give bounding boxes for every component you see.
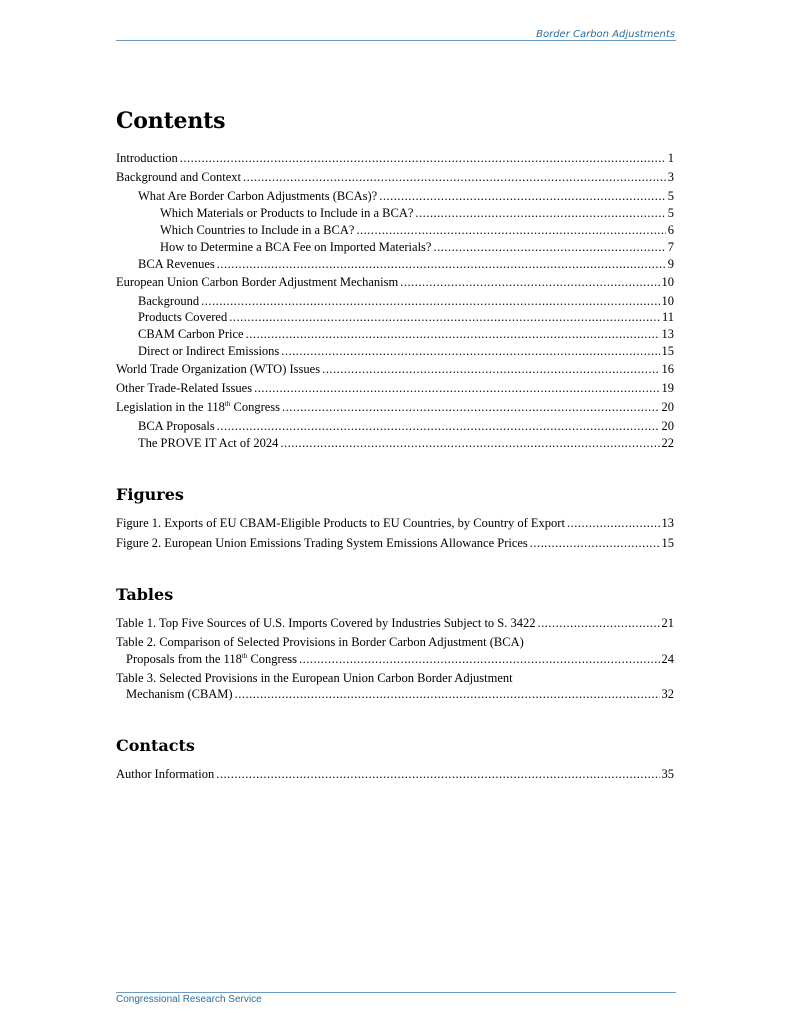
toc-entry-page: 20 [661,419,674,433]
toc-entry-page: 10 [661,275,674,289]
toc-entry-label: Background and Context [116,170,241,184]
toc-entry-label: European Union Carbon Border Adjustment Mechanism [116,275,399,289]
dot-leader [280,435,659,451]
dot-leader [538,615,660,631]
toc-entry-what-are-bcas[interactable] [138,188,674,204]
toc-entry-bca-proposals[interactable] [138,418,674,434]
toc-entry-page: 35 [661,767,674,781]
toc-entry-products-covered[interactable] [138,309,674,325]
toc-entry-page: 6 [667,223,674,237]
toc-entry-page: 15 [661,344,674,358]
running-footer: Congressional Research Service [116,994,262,1005]
dot-leader [217,256,666,272]
dot-leader [282,399,659,415]
toc-entry-page: 21 [661,616,674,630]
dot-leader [235,686,660,702]
dot-leader [229,309,660,325]
dot-leader [400,274,659,290]
toc-entry-label: What Are Border Carbon Adjustments (BCAs)? [138,189,378,203]
toc-entry-page: 19 [661,381,674,395]
dot-leader [243,169,666,185]
toc-entry-page: 16 [661,362,674,376]
toc-entry-page: 5 [667,189,674,203]
toc-entry-page: 7 [667,240,674,254]
toc-entry-label: Which Materials or Products to Include in a BCA? [160,206,414,220]
dot-leader [254,380,659,396]
toc-entry-background-and-context[interactable] [116,169,674,185]
toc-entry-label: Proposals from the 118th Congress [126,652,297,666]
toc-entry-figure-2[interactable] [116,535,674,551]
dot-leader [379,188,666,204]
dot-leader [246,326,660,342]
toc-entry-table-3[interactable] [126,686,674,702]
dot-leader [322,361,659,377]
toc-entry-other-trade-issues[interactable] [116,380,674,396]
toc-entry-page: 9 [667,257,674,271]
running-header: Border Carbon Adjustments [536,29,675,40]
toc-entry-label: BCA Proposals [138,419,215,433]
toc-entry-label: The PROVE IT Act of 2024 [138,436,279,450]
toc-entry-page: 5 [667,206,674,220]
toc-entry-label: Legislation in the 118th Congress [116,400,281,414]
toc-entry-label: Which Countries to Include in a BCA? [160,223,355,237]
toc-entry-label: World Trade Organization (WTO) Issues [116,362,321,376]
toc-entry-label: Background [138,294,200,308]
toc-entry-figure-1[interactable] [116,515,674,531]
contents-heading: Contents [116,108,226,134]
toc-entry-table-1[interactable] [116,615,674,631]
dot-leader [530,535,660,551]
toc-entry-label: Author Information [116,767,215,781]
toc-entry-label: BCA Revenues [138,257,215,271]
dot-leader [217,418,660,434]
toc-entry-which-materials[interactable] [160,205,674,221]
toc-entry-label: Direct or Indirect Emissions [138,344,280,358]
toc-entry-page: 13 [661,516,674,530]
toc-entry-page: 32 [661,687,674,701]
tables-heading: Tables [116,585,174,604]
dot-leader [201,293,659,309]
toc-entry-page: 20 [661,400,674,414]
toc-entry-introduction[interactable] [116,150,674,166]
toc-entry-page: 24 [661,652,674,666]
dot-leader [415,205,665,221]
toc-entry-label: Products Covered [138,310,228,324]
contacts-heading: Contacts [116,736,195,755]
toc-entry-table-3-line-1[interactable]: Table 3. Selected Provisions in the European Union Carbon Border Adjustment [116,671,513,685]
toc-entry-which-countries[interactable] [160,222,674,238]
toc-entry-label: Figure 1. Exports of EU CBAM-Eligible Products to EU Countries, by Country of Export [116,516,565,530]
toc-entry-page: 1 [667,151,674,165]
toc-entry-label: Other Trade-Related Issues [116,381,253,395]
toc-entry-label: Mechanism (CBAM) [126,687,233,701]
dot-leader [180,150,666,166]
toc-entry-label: CBAM Carbon Price [138,327,244,341]
dot-leader [567,515,660,531]
dot-leader [216,766,659,782]
toc-entry-page: 10 [661,294,674,308]
toc-entry-label: Figure 2. European Union Emissions Trading System Emissions Allowance Prices [116,536,528,550]
dot-leader [356,222,665,238]
toc-entry-label: How to Determine a BCA Fee on Imported Materials? [160,240,432,254]
toc-entry-legislation-118th[interactable] [116,399,674,415]
toc-entry-bca-fee[interactable] [160,239,674,255]
toc-entry-background[interactable] [138,293,674,309]
footer-rule [116,992,676,993]
toc-entry-label: Table 1. Top Five Sources of U.S. Imports Covered by Industries Subject to S. 3422 [116,616,536,630]
toc-entry-page: 11 [661,310,674,324]
toc-entry-direct-indirect-emissions[interactable] [138,343,674,359]
toc-entry-author-information[interactable] [116,766,674,782]
toc-entry-table-2-line-1[interactable]: Table 2. Comparison of Selected Provisions in Border Carbon Adjustment (BCA) [116,635,524,649]
dot-leader [281,343,659,359]
toc-entry-page: 22 [661,436,674,450]
toc-entry-bca-revenues[interactable] [138,256,674,272]
toc-entry-label: Introduction [116,151,178,165]
dot-leader [433,239,665,255]
figures-heading: Figures [116,485,184,504]
toc-entry-eu-cbam[interactable] [116,274,674,290]
dot-leader [299,651,660,667]
toc-entry-prove-it-act[interactable] [138,435,674,451]
toc-entry-page: 15 [661,536,674,550]
toc-entry-page: 13 [661,327,674,341]
toc-entry-page: 3 [667,170,674,184]
header-rule [116,40,676,41]
toc-entry-cbam-carbon-price[interactable] [138,326,674,342]
toc-entry-wto-issues[interactable] [116,361,674,377]
toc-entry-table-2[interactable] [126,651,674,667]
